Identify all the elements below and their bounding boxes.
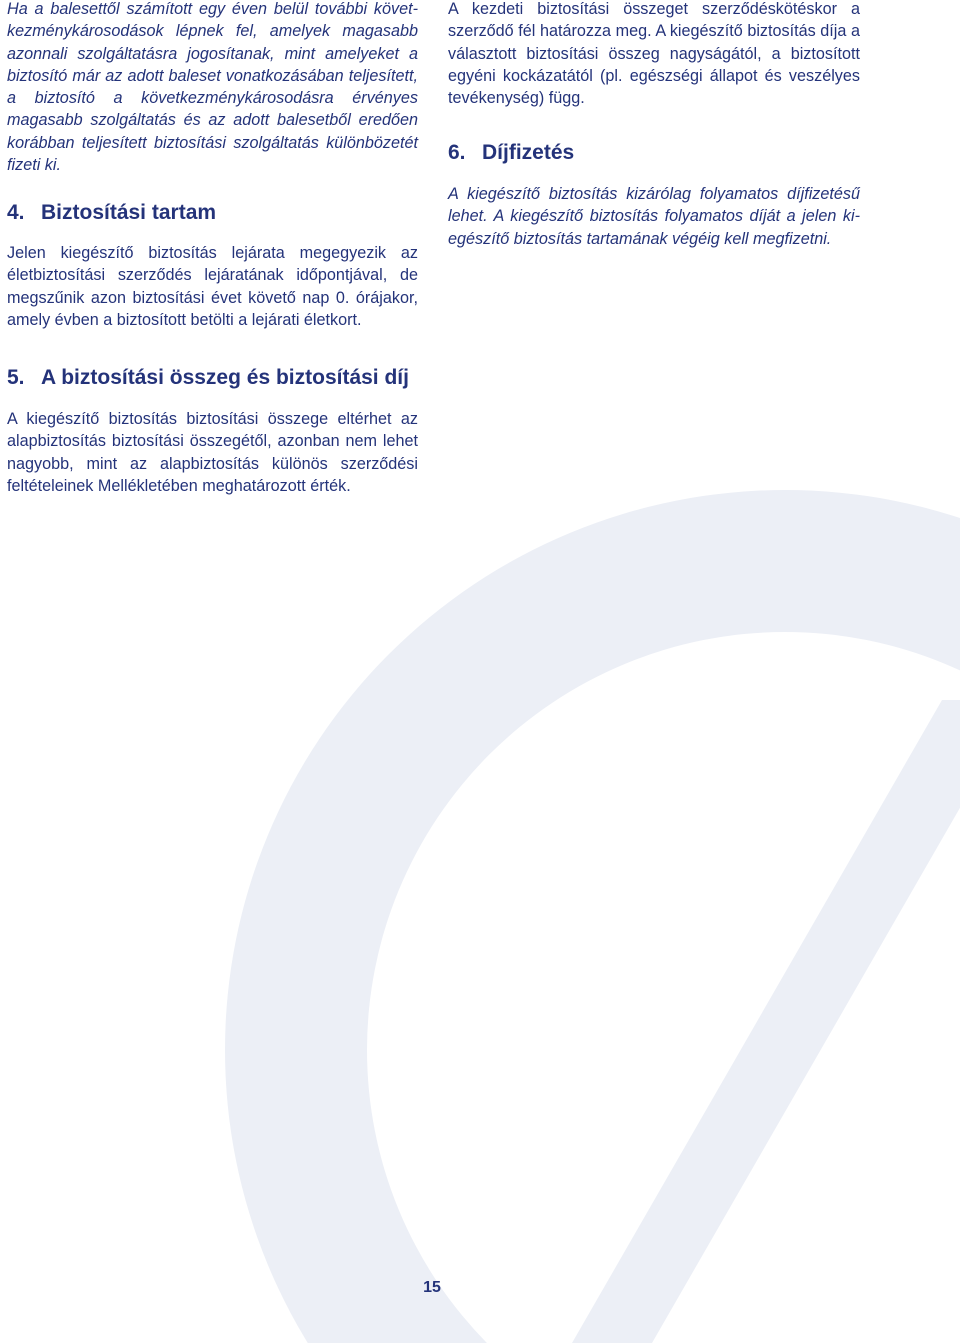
section-6-body: A kiegészítő biztosítás kizárólag folyamatos díjfizetésű lehet. A kiegészítő biztosítás folyamatos díját a jelen kiegészítő biztosítás tartamának végéig kell megfizetni. (448, 185, 860, 248)
section-4-title: Biztosítási tartam (41, 201, 217, 224)
section-5-continued: A kezdeti biztosítási összeget szerződéskötéskor a szerződő fél határozza meg. A kiegészítő biztosítás díja a választott biztosítási összeg nagyságától, a biztosított egyéni kockázatától (pl. egészségi állapot és veszélyes tevékenység) függ. (448, 0, 860, 108)
section-5-number: 5. (7, 366, 25, 389)
section-6-number: 6. (448, 141, 466, 164)
page-number: 15 (423, 1279, 441, 1296)
section-4-number: 4. (7, 201, 25, 224)
section-4-heading (7, 200, 418, 226)
intro-paragraph: Ha a balesettől számított egy éven belül további következménykárosodások lépnek fel, amelyek magasabb azonnali szolgáltatásra jogosítanak, mint amelyeket a biztosító már az adott baleset vonatkozásában teljesített, a biztosító a következménykárosodásra érvényes magasabb szolgáltatás és az adott balesetből eredően korábban teljesített biztosítási szolgáltatás különbözetét fizeti ki. (7, 0, 418, 175)
section-5-title: A biztosítási összeg és biztosítási díj (41, 366, 409, 389)
section-6-title: Díjfizetés (482, 141, 575, 164)
section-5-body: A kiegészítő biztosítás biztosítási összege eltérhet az alapbiztosítás biztosítási összegétől, azonban nem lehet nagyobb, mint az alapbiztosítás különös szerződési feltételeinek Mellékletében meghatározott érték. (7, 410, 418, 495)
section-4-body: Jelen kiegészítő biztosítás lejárata megegyezik az életbiztosítási szerződés lejáratának időpontjával, de megszűnik azon biztosítási évet követő nap 0. órájakor, amely évben a biztosított betölti a lejárati életkort. (7, 244, 418, 329)
section-5-heading (7, 365, 418, 391)
section-6-heading (448, 140, 860, 166)
